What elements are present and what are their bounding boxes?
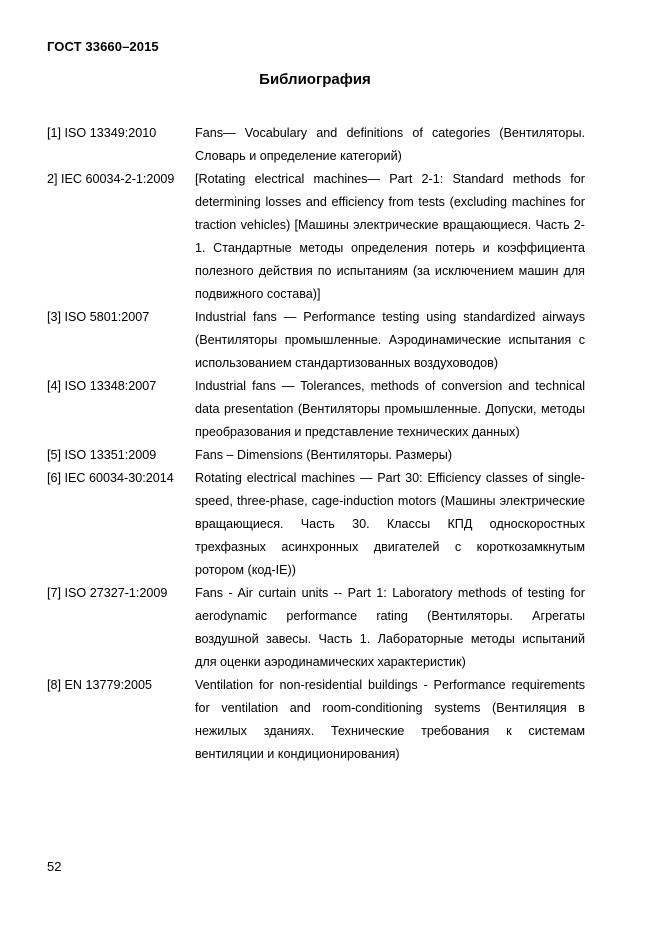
- bibliography-entry: [47, 122, 585, 168]
- reference-id: [4] ISO 13348:2007: [47, 379, 157, 393]
- page-number: 52: [47, 859, 62, 874]
- document-code: ГОСТ 33660–2015: [47, 39, 159, 54]
- reference-text: Ventilation for non-residential buildings - Performance requirements for ventilation and room-conditioning systems (Вентиляция в нежилых зданиях. Технические требования к системам вентиляции и кондиционирования): [195, 678, 585, 761]
- reference-id: 2] IEC 60034-2-1:2009: [47, 172, 175, 186]
- reference-id: [8] EN 13779:2005: [47, 678, 153, 692]
- reference-text: Industrial fans — Performance testing using standardized airways (Вентиляторы промышленные. Аэродинамические испытания с использованием стандартизованных воздуховодов): [195, 310, 585, 370]
- reference-text: Industrial fans — Tolerances, methods of conversion and technical data presentation (Вентиляторы промышленные. Допуски, методы преобразования и представление технических данных): [195, 379, 585, 439]
- reference-text: Fans – Dimensions (Вентиляторы. Размеры): [195, 448, 453, 462]
- reference-text: Fans - Air curtain units -- Part 1: Laboratory methods of testing for aerodynamic performance rating (Вентиляторы. Агрегаты воздушной завесы. Часть 1. Лабораторные методы испытаний для оценки аэродинамических характеристик): [195, 586, 585, 669]
- bibliography-entry: [47, 467, 585, 582]
- reference-id: [6] IEC 60034-30:2014: [47, 471, 174, 485]
- bibliography-entry: [47, 444, 585, 467]
- bibliography-list: [47, 122, 585, 766]
- bibliography-entry: [47, 582, 585, 674]
- reference-text: [Rotating electrical machines— Part 2-1: Standard methods for determining losses and efficiency from tests (excluding machines for traction vehicles) [Машины электрические вращающиеся. Часть 2-1. Стандартные методы определения потерь и коэффициента полезного действия по испытаниям (за исключением машин для подвижного состава)]: [195, 172, 585, 301]
- page-title: Библиография: [259, 71, 371, 88]
- reference-text: Rotating electrical machines — Part 30: Efficiency classes of single-speed, three-phase, cage-induction motors (Машины электрические вращающиеся. Часть 30. Классы КПД односкоростных трехфазных асинхронных двигателей с короткозамкнутым ротором (код-IE)): [195, 471, 585, 577]
- reference-id: [7] ISO 27327-1:2009: [47, 586, 168, 600]
- reference-id: [1] ISO 13349:2010: [47, 126, 157, 140]
- bibliography-entry: [47, 674, 585, 766]
- reference-id: [3] ISO 5801:2007: [47, 310, 150, 324]
- reference-text: Fans— Vocabulary and definitions of categories (Вентиляторы. Словарь и определение категорий): [195, 126, 585, 163]
- bibliography-entry: [47, 306, 585, 375]
- bibliography-entry: [47, 375, 585, 444]
- reference-id: [5] ISO 13351:2009: [47, 448, 157, 462]
- bibliography-entry: [47, 168, 585, 306]
